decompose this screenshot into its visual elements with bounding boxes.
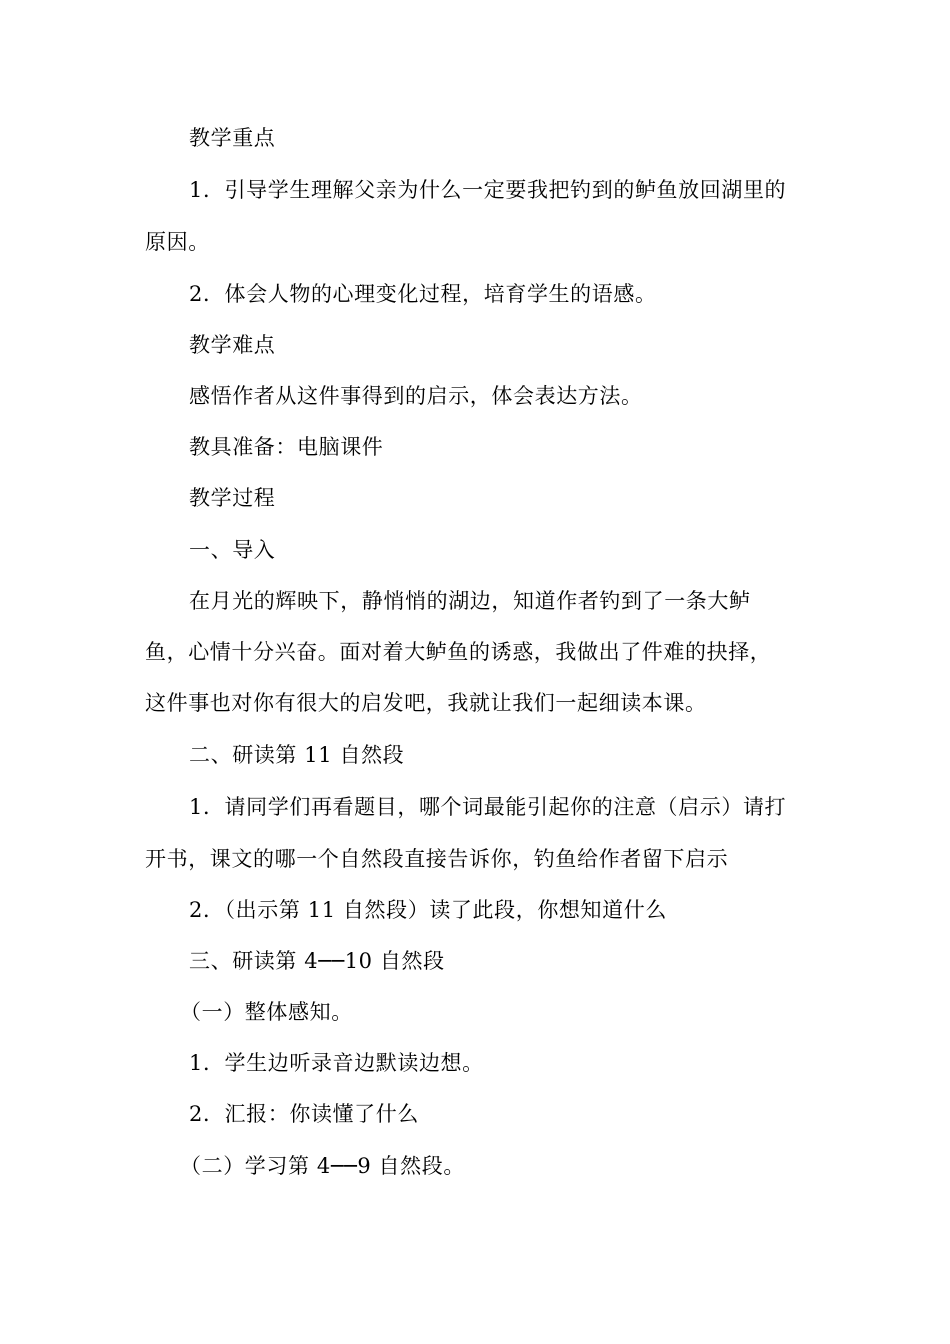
focus-item-1: 1．引导学生理解父亲为什么一定要我把钓到的鲈鱼放回湖里的 bbox=[189, 178, 787, 202]
section-1-heading: 一、导入 bbox=[189, 538, 276, 562]
focus-item-1-cont: 原因。 bbox=[145, 230, 210, 254]
focus-item-2: 2．体会人物的心理变化过程，培育学生的语感。 bbox=[189, 282, 657, 306]
difficulty-text: 感悟作者从这件事得到的启示，体会表达方法。 bbox=[189, 384, 643, 408]
teaching-aids: 教具准备：电脑课件 bbox=[189, 435, 384, 459]
section-2-item-1-cont: 开书，课文的哪一个自然段直接告诉你，钓鱼给作者留下启示 bbox=[145, 847, 729, 871]
intro-paragraph-line-2: 鱼，心情十分兴奋。面对着大鲈鱼的诱惑，我做出了件难的抉择， bbox=[145, 640, 772, 664]
section-3-heading: 三、研读第 4──10 自然段 bbox=[189, 949, 445, 973]
subsection-2-heading: （二）学习第 4──9 自然段。 bbox=[180, 1154, 465, 1178]
section-2-item-1: 1．请同学们再看题目，哪个词最能引起你的注意（启示）请打 bbox=[189, 795, 787, 819]
intro-paragraph-line-1: 在月光的辉映下，静悄悄的湖边，知道作者钓到了一条大鲈 bbox=[189, 589, 751, 613]
section-2-heading: 二、研读第 11 自然段 bbox=[189, 743, 405, 767]
subsection-1-item-2: 2．汇报：你读懂了什么 bbox=[189, 1102, 419, 1126]
intro-paragraph-line-3: 这件事也对你有很大的启发吧，我就让我们一起细读本课。 bbox=[145, 691, 707, 715]
section-2-item-2: 2．（出示第 11 自然段）读了此段，你想知道什么 bbox=[189, 898, 667, 922]
heading-teaching-process: 教学过程 bbox=[189, 486, 276, 510]
subsection-1-item-1: 1．学生边听录音边默读边想。 bbox=[189, 1051, 484, 1075]
heading-teaching-difficulty: 教学难点 bbox=[189, 333, 276, 357]
subsection-1-heading: （一）整体感知。 bbox=[180, 1000, 353, 1024]
heading-teaching-focus: 教学重点 bbox=[189, 126, 276, 150]
